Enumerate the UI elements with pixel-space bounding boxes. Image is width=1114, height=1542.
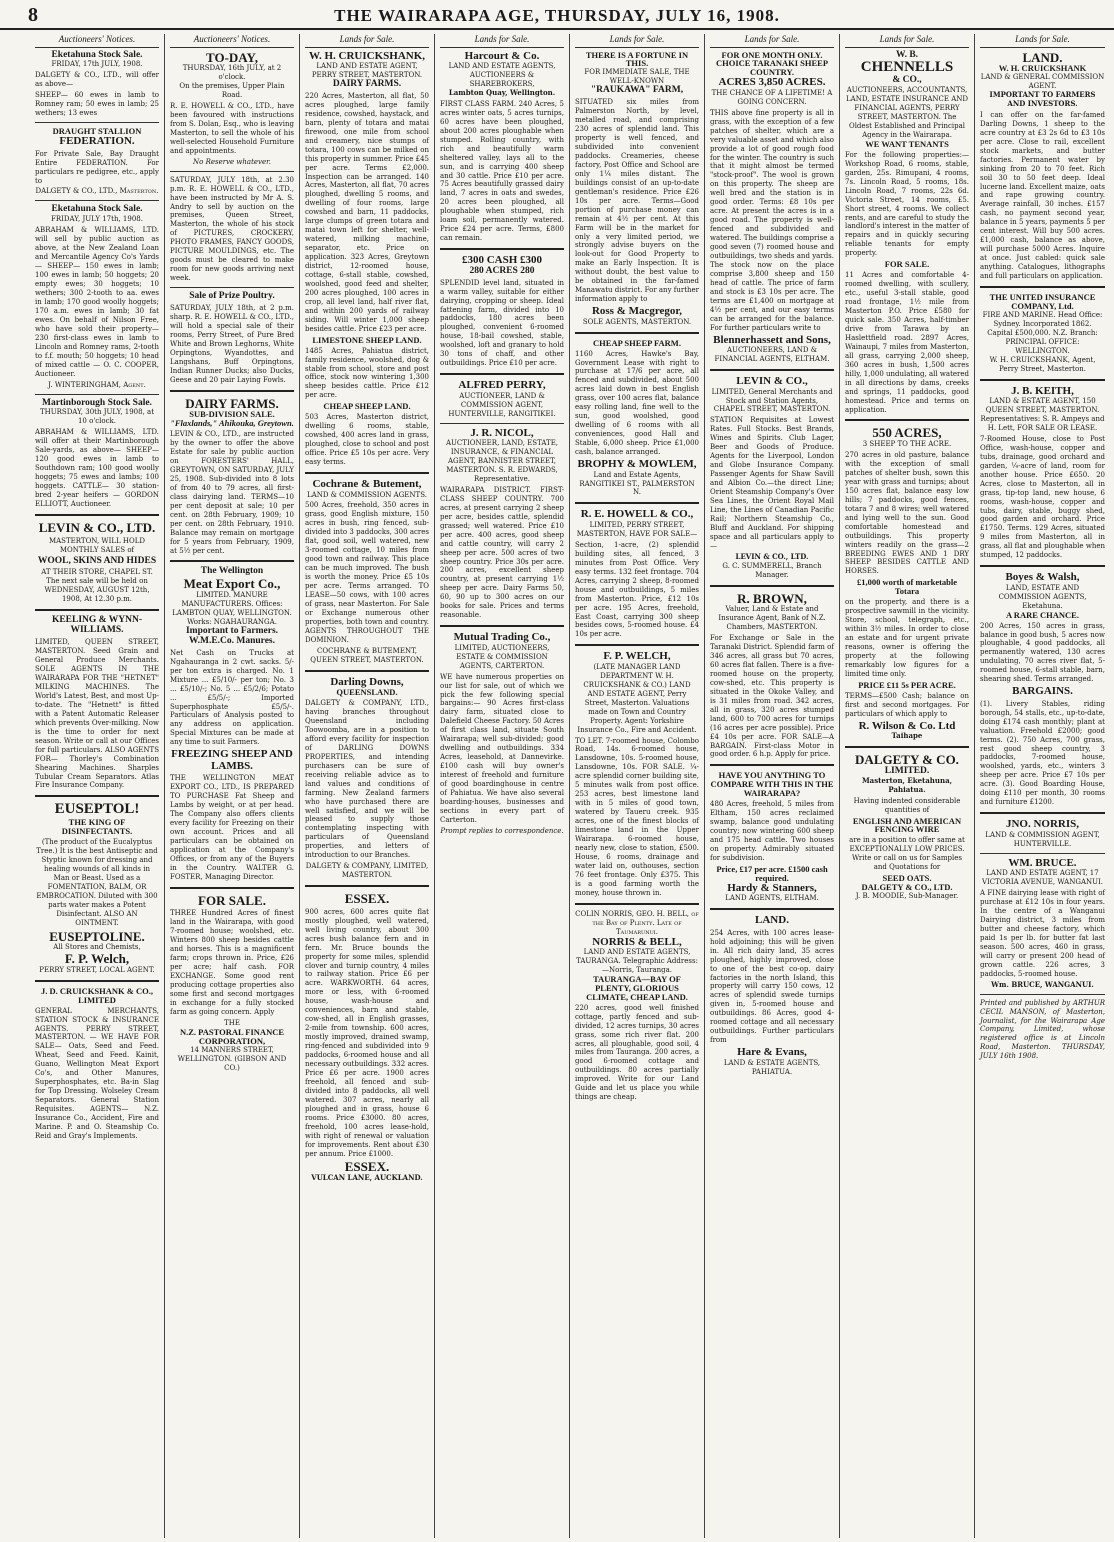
ad-text: (1). Livery Stables, riding borough, 54 stalls, etc., up-to-date, doing £174 cash monthly; plant at valuation. Freehold £2000; good terms. (2). 750 Acres, 700 grass, rest good sheep country, 3 paddocks, 7-roomed house, woolshed, yards, etc., winters 3 sheep per acre. Price £7 10s per acre. (3). Good Boarding House, doing £110 per month, 30 rooms and furniture £1200.: [980, 699, 1105, 807]
ad-heading: CHEAP SHEEP FARM.: [593, 337, 681, 348]
ad-heading: ALFRED PERRY,: [458, 379, 546, 392]
ad-text: DALGETY & COMPANY, LTD., having branches throughout Queensland including Toowoomba, are in a position to afford every facility for inspection of DARLING DOWNS PROPERTIES, and intending purchasers can be sure of receiving reliable advice as to land values and conditions of farming. New Zealand farmers who have purchased there are well satisfied, and we will be pleased to supply those contemplating inspecting with particulars of Queensland properties, and letters of introduction to our Branches.: [305, 699, 429, 860]
ad-heading: J. R. NICOL,: [470, 426, 534, 439]
ad-text: 220 acres, good well finished cottage, partly fenced and sub-divided, 12 acres turnips, 30 acres grass, some rich river flat. 200 acres, all ploughable, good soil, 4 miles from Tauranga. 200 acres, a good 6-roomed cottage and outbuildings. 80 acres partially improved. Write for our Land Guide and let us place you while things are cheap.: [575, 1003, 699, 1102]
ad-text: Section, 1-acre, (2) splendid building sites, all fenced, 3 minutes from Post Office. Very easy terms. 132 feet frontage. 704 Acres, carrying 2 sheep, 8-roomed house and outbuildings, 5 miles from Masterton. Price, £12 10s per acre. 195 Acres, freehold, East Coast, carrying 300 sheep besides cows, 5-roomed house. £4 10s per acre.: [575, 540, 699, 639]
ad-heading: FOR ONE MONTH ONLY.: [721, 49, 823, 60]
ad-text: LAND & COMMISSION AGENT, HUNTERVILLE.: [985, 830, 1100, 848]
ad-heading: Eketahuna Stock Sale.: [51, 49, 143, 60]
ad-text: AT THEIR STORE, CHAPEL ST. The next sale will be held on WEDNESDAY, AUGUST 12th, 1908, At 12.30 p.m.: [41, 568, 153, 604]
ad-heading: Mutual Trading Co.,: [453, 631, 551, 644]
ad-heading: J. B. KEITH,: [1011, 384, 1074, 397]
ad-signature: J. WINTERINGHAM, Agent.: [48, 380, 146, 389]
ad-heading: Hare & Evans,: [737, 1046, 807, 1059]
ad-heading: R. E. HOWELL & CO.,: [580, 508, 694, 521]
ad-heading: BARGAINS.: [1012, 685, 1073, 698]
ad-heading: SEED OATS.: [882, 873, 932, 884]
ad-text: SITUATED six miles from Palmerston North, by level, metalled road, and comprising 230 acres of splendid land. This property is well fenced, and subdivided into convenient paddocks. Creameries, cheese factory, Post Office and School are only 1¼ miles distant. The buildings consist of an up-to-date gentleman's residence. Price £26 10s per acre. Terms—Good portion of purchase money can remain at 4½ per cent. At this Farm will be in the market for only a very limited period, we strongly advise buyers on the look-out for Good Property to make an Early Inspection. It is without doubt, the best value to be obtained in the far-famed Manawatu district. For any further information apply to: [575, 98, 700, 304]
ad-heading: HAVE YOU ANYTHING TO COMPARE WITH THIS IN THE WAIRARAPA?: [710, 770, 834, 799]
ad-text: 500 Acres, freehold, 350 acres in grass, good English mixture, 150 acres in bush, ring fenced, sub-divided into 3 paddocks, 300 acres flat, good soil, well watered, new 3-roomed cottage, 10 miles from good town and railway. This place can be much improved. The bush is worth the money. Price £5 10s per acre. Terms arranged. TO LEASE—50 cows, with 100 acres of grass, near Masterton. For Sale or Exchange numerous other properties, both town and country. AGENTS THROUGHOUT THE DOMINION.: [305, 501, 429, 644]
page-number: 8: [28, 4, 38, 26]
column-header: Lands for Sale.: [440, 34, 564, 48]
ad-heading: Important to Farmers.: [185, 625, 279, 636]
ad-subheading: THE KING OF DISINFECTANTS.: [61, 817, 133, 837]
ad-heading: LAND.: [755, 914, 789, 927]
ad-heading: J. D. CRUICKSHANK & CO., LIMITED: [41, 985, 153, 1005]
ad-text: (The product of the Eucalyptus Tree.) It is the best Antiseptic and Styptic known for dressing and healing wounds of all kinds in Man or Beast. Used as a FOMENTATION, BALM, OR EMBROCATION. Diluted with 300 parts water makes a Potent Disinfectant. ALSO AN OINTMENT.: [36, 838, 158, 927]
ad-heading: ESSEX.: [344, 1159, 390, 1175]
ad-heading: Martinborough Stock Sale.: [42, 397, 152, 408]
ad-text: ABRAHAM & WILLIAMS, LTD. will sell by public auction as above, at the New Zealand Loan and Mercantile Agency Co's Yards— SHEEP— 150 ewes in lamb; 100 ewes in lamb; 50 hoggets; 20 empty ewes; 30 hoggets; 10 wethers; 300 2-tooth to aa. ewes in lamb; 170 good woolly hoggets; 170 a.m. ewes in lamb; 30 fat ewes. On behalf of Nilson Free, who have sold their property— 230 first-class ewes in lamb to Lincoln and Romney rams, 2-tooth to f.f. mouth; 50 hoggets; 10 head of mixed cattle — O. C. COOPER, Auctioneer.: [35, 226, 159, 378]
ad-text: SATURDAY, JULY 18th, at 2.30 p.m. R. E. HOWELL & CO., LTD., have been instructed by Mr A. S. Andry to sell by auction on the premises, Queen Street, Masterton, the whole of his stock of PICTURES, CROCKERY, PHOTO FRAMES, FANCY GOODS, PICTURE MOULDINGS, etc. The goods must be cleared to make room for new goods arriving next week.: [170, 175, 294, 283]
ad-heading: CHENNELLS: [860, 59, 954, 76]
column-header: Auctioneers' Notices.: [35, 34, 159, 48]
ad-text: 7-Roomed House, close to Post Office, wash-house, copper and tubs, drainage, good orchard and garden, ¼-acre of land, room for another house. Price £650. 20 Acres, close to Masterton, all in grass, tip-top land, new house, 6 rooms, wash-house, copper and tubs, dairy, stable, buggy shed, good garden and orchard. Price £1750. Terms. 129 Acres, situated 9 miles from Masterton, all in grass, all flat and ploughable when stumped, 12 paddocks.: [980, 434, 1105, 560]
ad-text: WE have numerous properties on our list for sale, out of which we pick the few following special bargains:— 90 Acres first-class dairy farm, situated close to Dalefield Cheese Factory. 50 Acres of first class land, situate South Wairarapa; well sub-divided; good dwelling and outbuildings. 334 Acres, leasehold, at Dannevirke. £100 cash will buy owner's interest of freehold and furniture of good boardinghouse in centre of Pahiatua. We have also several boarding-houses, businesses and sections in every part of Carterton.: [440, 672, 564, 824]
ad-heading: £1,000 worth of marketable Totara: [856, 577, 958, 597]
ad-text: LAND AND ESTATE AGENT, PERRY STREET, MASTERTON.: [311, 62, 423, 80]
columns: [30, 34, 1110, 1538]
ad-text: Valuer, Land & Estate and Insurance Agent, Bank of N.Z. Chambers, MASTERTON.: [718, 605, 826, 632]
ad-text: 14 MANNERS STREET, WELLINGTON. (GIBSON AND CO.): [177, 1045, 287, 1072]
ad-text: THE CHANCE OF A LIFETIME! A GOING CONCERN.: [711, 88, 833, 106]
ad-date: FRIDAY, 17th JULY, 1908.: [51, 60, 143, 69]
ad-heading: ENGLISH AND AMERICAN FENCING WIRE: [852, 815, 962, 835]
ad-text: THE: [224, 1018, 240, 1027]
ad-text: No Reserve whatever.: [193, 157, 271, 166]
ad-text: I can offer on the far-famed Darling Downs, 1 sheep to the acre country at £3 2s 6d to £3 10s per acre. Close to rail, excellent stock markets, and butter factories. Permanent water by sinking from 20 to 70 feet. Rich soil 30 to 50 feet deep. Ideal lucerne land. Excellent maize, oats and rape growing country. Average rainfall, 30 inches. £157 cash, no payment second year, balance in 5 years, payments 5 per cent interest. Will buy 500 acres. £1,000 cash, balance as above, will purchase 5000 Acres. Inquire at once. Just cabled: quick sale anything. Catalogues, lithographs and full particulars on application.: [980, 110, 1105, 281]
newspaper-title: THE WAIRARAPA AGE, THURSDAY, JULY 16, 1908.: [334, 6, 780, 25]
ad-heading: The Wellington: [200, 566, 264, 577]
ad-text: FIRST CLASS FARM. 240 Acres, 5 acres winter oats, 5 acres turnips, 60 acres have been ploughed, about 200 acres ploughable when stumped. Rolling country, with rich and beautifully warm sheltered valley, lays all to the sun, and is carrying 400 sheep and 30 cattle. Price £10 per acre. 75 Acres beautifully grassed dairy land, 7 acres in oats and swedes, 20 acres been ploughed, all ploughable when stumped, rich loam soil, permanently watered. Price £24 per acre. Terms, £800 can remain.: [440, 99, 564, 243]
ad-text: TO LET. 7-roomed house, Colombo Road, 14s. 6-roomed house, Lansdowne, 10s. 5-roomed house, Lansdowne, 10s. FOR SALE. ¼-acre splendid corner building site, 5 minutes walk from post office. 253 acres, best limestone land with in 5 miles of good town, watered by Taueru creek. 935 acres, one of the finest blocks of limestone land in the Upper Wairarapa. 6-roomed house, nearly new, close to station, £500. House, 6 rooms, drainage and water laid on, outhouses, section 76 feet frontage. Only £375. This is a good farming worth the money, house thrown in.: [575, 736, 699, 897]
ad-text: Land and Estate Agents, RANGITIKEI ST., PALMERSTON N.: [579, 470, 695, 497]
ad-text: WAIRARAPA DISTRICT. FIRST-CLASS SHEEP COUNTRY. 700 acres, at present carrying 2 sheep per acre, besides cattle, splendid grassed; well watered. Price £10 per acre. 400 acres, good sheep and cattle country, will carry 2 sheep per acre. 500 acres of two sheep country. Price 30s per acre. 200 acres, excellent sheep country, at present carrying 1½ sheep per acre. Dairy Farms 50, 60, 90 up to 300 acres on our books for sale. Prices and terms reasonable.: [440, 485, 564, 620]
ad-subheading: QUEENSLAND.: [336, 687, 398, 698]
ad-text: Taihape: [891, 731, 923, 741]
ad-heading: FREEZING SHEEP AND LAMBS.: [171, 748, 293, 772]
ad-date: FRIDAY, JULY 17th, 1908.: [51, 215, 143, 224]
ad-heading: N.Z. PASTORAL FINANCE CORPORATION,: [179, 1026, 285, 1046]
ad-heading: Blennerhassett and Sons,: [713, 333, 831, 346]
ad-text: 3 SHEEP TO THE ACRE.: [862, 440, 952, 449]
ad-text: ABRAHAM & WILLIAMS, LTD. will offer at their Martinborough Sale-yards, as above— SHEEP— 120 good ewes in lamb to Southdown ram; 100 good woolly hoggets; 75 ewes and lambs; 100 hoggets. CATTLE— 30 station-bred 2-year heifers — GORDON ELLIOTT, Auctioneer.: [35, 428, 159, 509]
ad-heading: LEVIN & CO.,: [736, 375, 808, 388]
ad-text: LAND & ESTATE AGENTS, PAHIATUA.: [723, 1058, 821, 1076]
ad-heading: KEELING & WYNN-WILLIAMS.: [51, 615, 143, 636]
ad-text: AUCTIONEER, LAND, ESTATE, INSURANCE, & FINANCIAL AGENT, BANNISTER STREET, MASTERTON. S. R. EDWARDS, Representative.: [445, 439, 559, 483]
ad-heading: DRAUGHT STALLION: [52, 126, 142, 137]
ad-text: TERMS—£500 Cash; balance on first and second mortgages. For particulars of which apply to: [845, 691, 969, 718]
ad-signature: DALGETY & CO., LTD., Masterton.: [35, 187, 159, 196]
ad-text: 1485 Acres, Pahiatua district, family residence, woolshed, dog & stable from school, store and post office, stock now wintering 1,300 sheep besides cattle. Price £12 per acre.: [305, 346, 429, 400]
ad-text: LAND, ESTATE AND COMMISSION AGENTS, Eketahuna.: [998, 583, 1087, 610]
ad-text: 270 acres in old pasture, balance with the exception of small patches of shelter bush, sown this year with grass and turnips; about 150 acres flat, balance easy low hills; 7 paddocks, good fences, totara 7 and 8 wires; well watered and lying well to the sun. Good comfortable homestead and outbuildings. This property winters readily on the grass—2 BREEDING EWES AND 1 DRY SHEEP BESIDES CATTLE AND HORSES.: [845, 451, 969, 576]
ad-signature: G. C. SUMMERELL, Branch Manager.: [722, 561, 822, 579]
ad-heading: LAND.: [1022, 49, 1063, 65]
ad-text: SPLENDID level land, situated in a warm valley, suitable for either dairying, cropping or sheep. Ideal fattening farm, divided into 10 paddocks, 180 acres been ploughed, convenient 6-roomed house, 18-bail cowshed, stable, woolshed, loft and granary to hold 30 tons of chaff, and other outbuildings. Price £10 per acre.: [440, 278, 564, 368]
ad-text: LAND AND ESTATE AGENTS, AUCTIONEERS & SHAREBROKERS,: [448, 62, 556, 88]
ad-heading: 280 ACRES 280: [469, 265, 535, 276]
ad-heading: & CO.,: [892, 75, 922, 86]
ad-text: Lambton Quay, Wellington.: [448, 87, 556, 97]
column-1: [30, 34, 165, 1538]
ad-signature: J. B. MOODIE, Sub-Manager.: [855, 892, 959, 901]
ad-heading: Darling Downs,: [330, 675, 404, 688]
ad-text: 480 Acres, freehold, 5 miles from Eltham, 150 acres reclaimed swamp, balance good undulating country; now wintering 600 sheep and 175 head cattle. Two houses on property. Admirably situated for subdivision.: [710, 800, 834, 862]
ad-text: THREE Hundred Acres of finest land in the Wairarapa, with good 7-roomed house; woolshed, etc. Winters 800 sheep besides cattle and horses. This is a magnificent farm; crops thrown in. Price, £26 per acre; half cash. FOR EXCHANGE. Some good rent producing cottage properties also some first and second mortgages in exchange for a fully stocked farm as going concern. Apply: [170, 909, 294, 1016]
ad-date: THURSDAY, 30th JULY, 1908, at 10 o'clock.: [39, 408, 155, 426]
ad-text: GENERAL MERCHANTS, STATION STOCK & INSURANCE AGENTS. PERRY STREET, MASTERTON. — WE HAVE FOR SALE— Oats, Seed and Feed. Wheat, Seed and Feed. Kainit, Guano, Wellington Meat Export Co's, and Other Manures, Superphosphates, etc. Ba-in Slag for Top Dressing. Wolseley Cream Separators. General Station Requisites. AGENTS— N.Z. Insurance Co., Accident, Fire and Marine. P. and O. Steamship Co. Reid and Gray's Implements.: [35, 1006, 159, 1140]
ad-text: Masterton, Eketahuna, Pahiatua.: [861, 775, 953, 794]
ad-heading: "RAUKAWA" FARM,: [590, 85, 684, 96]
ad-text: AUCTIONEERS, ACCOUNTANTS, LAND, ESTATE INSURANCE AND FINANCIAL AGENTS, PERRY STREET, MASTERTON. The Oldest Established and Principal Agency in the Wairarapa.: [845, 86, 969, 139]
ad-text: on the property, and there is a prospective sawmill in the vicinity. Store, school, telegraph, etc., within 3½ miles. In order to close an estate and for urgent private reasons, owner is offering the property at the following remarkably low figures for a limited time only.: [845, 598, 969, 678]
ad-heading: A RARE CHANCE.: [1006, 609, 1079, 620]
ad-heading: NORRIS & BELL,: [592, 935, 682, 948]
column-header: Lands for Sale.: [575, 34, 699, 48]
column-5: [570, 34, 705, 1538]
ad-heading: Hardy & Stanners,: [727, 881, 817, 894]
ad-heading: R. Wilson & Co. Ltd: [858, 719, 956, 732]
ad-signature: COCHRANE & BUTEMENT, QUEEN STREET, MASTERTON.: [310, 646, 424, 664]
ad-text: Having indented considerable quantities of: [853, 796, 961, 814]
ad-date: THURSDAY, 16th JULY, at 2 o'clock.: [182, 64, 282, 82]
ad-text: For the following properties:— Workshop Road, 6 rooms, stable, garden, 25s. Rimupani, 4 rooms, 7s. Lincoln Road, 5 rooms, 18s. Lincoln Road, 7 rooms, 22s 6d. Victoria Street, 14 rooms, £5. Short street, 4 rooms. We collect rents, and are careful to study the landlord's interest in the matter of repairs and in quickly securing reliable tenants for empty property.: [845, 150, 969, 258]
ad-text: are in a position to offer same at EXCEPTIONALLY LOW PRICES. Write or call on us for Samples and Quotations for: [849, 836, 965, 872]
ad-heading: BROPHY & MOWLEM,: [577, 458, 697, 471]
ad-text: SOLE AGENTS, MASTERTON.: [582, 317, 692, 326]
ad-heading: LIMESTONE SHEEP LAND.: [312, 334, 422, 345]
ad-heading: Cochrane & Butement,: [312, 477, 422, 490]
masthead: [0, 0, 1114, 30]
ad-text: SATURDAY, JULY 18th, at 2 p.m. sharp. R. E. HOWELL & CO., LTD., will hold a special sale of their rooms, Perry Street, of Pure Bred White and Brown Leghorns, White Orpingtons, Wyandottes, and Langshans, Buff Orpingtons, Indian Runner Ducks; also Ducks, Geese and 20 pair Laying Fowls.: [170, 304, 294, 384]
column-4: [435, 34, 570, 1538]
ad-text: 254 Acres, with 100 acres lease-hold adjoining; this will be given in. All rich dairy land, 35 acres ploughed, highly improved, close to one of the best co-op. dairy factories in the north Island, this property will carry 150 cows, 12 acres of splendid swede turnips given in, 5-roomed house and outbuildings. 86 Acres, good 4-roomed cottage and all necessary outbuildings. Further particulars from: [710, 928, 834, 1045]
ad-heading: FOR SALE.: [198, 892, 266, 908]
ad-heading: EUSEPTOLINE.: [49, 928, 145, 944]
ad-signature: LEVIN & CO., LTD.: [735, 551, 809, 561]
ad-heading: WE WANT TENANTS: [865, 138, 949, 149]
ad-heading: Eketahuna Stock Sale.: [51, 204, 143, 215]
ad-text: PERRY STREET, LOCAL AGENT.: [39, 965, 155, 974]
ad-heading: ESSEX.: [344, 891, 390, 907]
ad-text: STATION Requisites at Lowest Rates. Full Stocks. Best Brands, Wines and Spirits. Club Lager, Beer and Goods of Produce. Agents for the Liverpool, London and Globe Insurance Company. Passenger Agents for Shaw Savill and Albion Co.—the direct Line; Orient Steamship Company's Over Sea Lines, the Orient Royal Mail Line, the Lines of Canadian Pacific Rail; Northern Steamship Co., Bluff and Auckland. For shipping space and all particulars apply to—: [710, 416, 834, 550]
ad-text: 1160 Acres, Hawke's Bay, Government Lease with right to purchase at 17/6 per acre, all fenced and subdivided, about 500 acres laid down in best English grass, over 100 acres flat, balance easy rolling land, fine well to the sun, good woolshed, good dwelling of 6 rooms with all conveniences, good Hall and Stable, 6,000 sheep. Price £1,000 cash, balance arranged.: [575, 349, 699, 457]
ad-text: LIMITED, AUCTIONEERS, ESTATE & COMMISSION AGENTS, CARTERTON.: [454, 643, 550, 670]
ad-text: LAND AGENTS, ELTHAM.: [725, 894, 819, 903]
ad-heading: F. P. Welch,: [64, 951, 130, 967]
ad-text: LIMITED, General Merchants and Stock and Station Agents, CHAPEL STREET, MASTERTON.: [711, 387, 833, 414]
ad-heading: £300 CASH £300: [461, 254, 543, 267]
ad-text: LIMITED, PERRY STREET, MASTERTON, HAVE FOR SALE—: [576, 520, 698, 538]
ad-text: All Stores and Chemists,: [53, 943, 141, 952]
ad-heading: DALGETY & CO., LTD.: [861, 882, 953, 893]
ad-text: For Exchange or Sale in the Taranaki District. Splendid farm of 346 acres, all grass but 70 acres, 60 acres flat fallen. There is a five-roomed house on the property, cow-shed, etc. This property is situated in the Okoke Valley, and is 31 miles from road. 342 acres, all in grass, 320 acres stumped land, 600 to 700 acres for turnips (16 acres per acre possible). Price £4 10s per acre. FOR SALE—A BARGAIN. First-class Motor in good order. 6 h.p. Apply for price.: [710, 634, 834, 759]
column-header: Lands for Sale.: [710, 34, 834, 48]
column-8: [975, 34, 1110, 1538]
ad-text: COLIN NORRIS, GEO. H. BELL, of the Bay of Plenty. Late of Taumarunui.: [575, 909, 699, 936]
ad-text: A FINE dairying lease with right of purchase at £12 10s in four years. In the centre of a Wanganui Dairying district, 3 miles from butter and cheese factory, which paid 1s per lb. for butter fat last season. 500 acres, 460 in grass, will carry or present 200 head of grown cattle. 226 acres, 3 paddocks, 5-roomed house.: [980, 889, 1105, 978]
ad-text: Net Cash on Trucks at Ngahauranga in 2 cwt. sacks. 5/- per ton extra is charged. No. 1 Mixture ... £5/10/- per ton; No. 3 ... £5/10/-; No. 5 ... £5/2/6; Potato ... £5/5/-; Imported Superphosphate £5/5/-. Particulars of Analysis posted to any address on application. Special Mixtures can be made at any time to suit Farmers.: [170, 648, 294, 747]
ad-heading: Meat Export Co.,: [183, 576, 281, 592]
ad-heading: LIMITED.: [884, 765, 930, 776]
ad-text: AUCTIONEER, LAND & COMMISSION AGENT, HUNTERVILLE, RANGITIKEI.: [448, 391, 556, 418]
ad-signature: Wm. BRUCE, WANGANUI.: [991, 979, 1094, 989]
ad-heading: R. BROWN,: [737, 590, 807, 606]
ad-text: THE WELLINGTON MEAT EXPORT CO., LTD., IS PREPARED TO PURCHASE Fat Sheep and Lambs by weight, or at per head. The Company also offers clients every facility for Freezing on their own account. Prices and all particulars can be obtained on application at the Company's Offices, or from any of the Buyers in the Country. WALTER G. FOSTER, Managing Director.: [170, 774, 294, 881]
ad-text: For Private Sale, Bay Draught Entire FEDERATION. For particulars re pedigree, etc., apply to: [35, 149, 159, 185]
ad-text: Prompt replies to correspondence.: [440, 826, 564, 835]
column-header: Lands for Sale.: [980, 34, 1105, 48]
ad-heading: WOOL, SKINS AND HIDES: [37, 555, 157, 566]
ad-text: VULCAN LANE, AUCKLAND.: [311, 1173, 423, 1183]
ad-text: 200 Acres, 150 acres in grass, balance in good bush, 5 acres now ploughable, 4 good paddocks, all permanently watered, 130 acres undulating, 70 acres river flat, 5-roomed house, 6-stall stable, barn, shearing shed. Terms arranged.: [980, 621, 1105, 684]
ad-heading: Harcourt & Co.: [464, 49, 540, 62]
column-header: Auctioneers' Notices.: [170, 34, 294, 48]
ad-heading: LEVIN & CO., LTD.: [38, 519, 156, 535]
ad-signature: W. H. CRUICKSHANK, Agent, Perry Street, Masterton.: [989, 355, 1096, 373]
column-2: [165, 34, 300, 1538]
ad-text: IMPORTANT TO FARMERS AND INVESTORS.: [989, 89, 1096, 108]
ad-text: SHEEP— 60 ewes in lamb to Romney ram; 50 ewes in lamb; 25 wethers; 13 ewes: [35, 91, 159, 118]
ad-signature: DALGETY & COMPANY, LIMITED, MASTERTON.: [305, 862, 429, 880]
column-header: Lands for Sale.: [305, 34, 429, 48]
ad-text: FOR IMMEDIATE SALE, THE WELL-KNOWN: [584, 68, 690, 86]
ad-text: LEVIN & CO., LTD., are instructed by the owner to offer the above Estate for sale by public auction on FORESTERS' HALL, GREYTOWN, ON SATURDAY, JULY 25, 1908. Sub-divided into 8 lots of from 40 to 79 acres, all first-class dairying land. TERMS—10 per cent deposit at sale; 10 per cent. on 28th February, 1909; 10 per cent. on 28th February, 1910. Balance may remain on mortgage for 5 years from February, 1909, at 5½ per cent.: [170, 430, 294, 555]
ad-text: On the premises, Upper Plain Road.: [179, 82, 285, 100]
ad-heading: PRICE £11 5s PER ACRE.: [858, 679, 956, 690]
column-header: Lands for Sale.: [845, 34, 969, 48]
ad-heading: CHEAP SHEEP LAND.: [323, 401, 411, 412]
ad-text: LAND & GENERAL COMMISSION AGENT.: [980, 73, 1105, 91]
ad-heading: F. P. WELCH,: [603, 650, 671, 663]
column-6: [705, 34, 840, 1538]
ad-heading: EUSEPTOL!: [54, 801, 140, 818]
ad-text: THIS above fine property is all in grass, with the exception of a few patches of shelter, which are a very valuable asset and which also provide a lot of good rough food for the winter. The country is such that it might almost be termed "stock-proof". The wool is grown on this property. The sheep are well bred and the station is in good order. Terms: £8 10s per acre. At present the acres is in a good road. The property is well-fenced and subdivided and watered. The buildings comprise a good seven (7) roomed house and outbuildings, two sheds and yards. The stock now on the place comprise 3,800 sheep and 150 head of cattle. The price of farm and stock is £3 10s per acre. The terms are £1,400 on mortgage at 4½ per cent, and our easy terms can be arranged for the balance. For further particulars write to: [710, 108, 834, 332]
ad-heading: THE UNITED INSURANCE COMPANY, Ltd.: [989, 292, 1096, 311]
ad-text: (LATE MANAGER LAND DEPARTMENT W. H. CRUICKSHANK & CO.) LAND AND ESTATE AGENT, Perry Street, Masterton. Valuations made on Town and Country Property. Agent: Yorkshire Insurance Co., Fire and Accident.: [577, 662, 697, 734]
ad-heading: W. B.: [895, 49, 919, 60]
ad-text: 503 Acres, Masterton district, dwelling 6 rooms, stable, cowshed, 400 acres land in grass, ploughed, close to school and post office. Price £5 10s per acre. Very easy terms.: [305, 413, 429, 466]
ad-heading: Price, £17 per acre. £1500 cash required.: [716, 863, 828, 883]
ad-heading: THERE IS A FORTUNE IN THIS.: [585, 49, 689, 69]
ad-subheading: "Flaxlands," Ahikouka, Greytown.: [170, 418, 294, 429]
ad-heading: TAURANGA—BAY OF PLENTY, GLORIOUS CLIMATE, CHEAP LAND.: [586, 973, 688, 1002]
ad-text: AUCTIONEERS, LAND & FINANCIAL AGENTS, ELTHAM.: [714, 346, 830, 364]
ad-text: 900 acres, 600 acres quite flat mostly ploughed, well watered, well living country, about 300 acres bush balance fern and in fern. Mr. Bruce bounds the property for some miles, splendid clover and turnip country, 4 miles to railway station. Price £6 per acre. WARKWORTH. 64 acres, more or less, with 6-roomed house, wash-house and conveniences, barn and stable, cow-shed, all in English grasses, 2-mile from township. 600 acres, mostly improved, drained swamp, ring-fenced and subdivided into 9 paddocks, 6-roomed house and all necessary outbuildings. 332 acres. Price £6 per acre. 1900 acres freehold, all fenced and sub-divided into 8 paddocks, all well watered. 307 acres, nearly all ploughed and in grass, house 6 rooms. Price £3000. 80 acres, freehold, 100 acres lease-hold, with right of renewal or valuation for improvements. Rent about £30 per annum. Price £1000.: [305, 907, 429, 1158]
ad-heading: JNO. NORRIS,: [1005, 818, 1080, 831]
column-7: [840, 34, 975, 1538]
ad-text: FIRE AND MARINE. Head Office: Sydney. Incorporated 1862. Capital £500,000. N.Z. Branch: PRINCIPAL OFFICE: WELLINGTON.: [982, 310, 1103, 355]
ad-heading: Sale of Prize Poultry.: [189, 291, 275, 302]
ad-heading: FEDERATION.: [59, 135, 135, 148]
ad-subheading: SUB-DIVISION SALE.: [189, 409, 275, 420]
ad-heading: CHOICE TARANAKI SHEEP COUNTRY.: [715, 58, 829, 78]
ad-text: 220 Acres, Masterton, all flat, 50 acres ploughed, large family residence, cowshed, haystack, and barn, plenty of totara and matai firewood, one mile from school and creamery, nice stumps of totara, 100 cows can be milked on this property in summer. Price £45 per acre. Terms £2,000. Inspection can be arranged. 140 Acres, Masterton, all flat, 70 acres ploughed, dwelling 5 rooms, and dwelling of four rooms, large cowshed and barn, 11 paddocks, large clumps of green totara and matai town left for shelter, well-watered, milking machine, separator, etc. Price on application. 323 Acres, Greytown district, 12-roomed house, cottage, 6-stall stable, cowshed, woolshed, good feed and shelter, 200 acres ploughed, 100 acres in crop, all level land, half river flat, and within 200 yards of railway siding. Will winter 1,000 sheep besides cattle. Price £23 per acre.: [305, 91, 429, 333]
ad-heading: DALGETY & CO.: [855, 752, 959, 768]
ad-heading: WM. BRUCE.: [1008, 856, 1077, 869]
ad-text: LIMITED, QUEEN STREET, MASTERTON. Seed Grain and General Produce Merchants. SOLE AGENTS IN THE WAIRARAPA FOR THE "HETNET" MILKING MACHINES. The World's Latest, Best, and most Up-to-date. The "Hetnett" is fitted with a Patent Automatic Releaser which prevents Over-milking. Now is the time to order for next season. Write or call at our Offices for full particulars. ALSO AGENTS FOR— Thorley's Combination Shearing Machines. Sharples Tubular Cream Separators. Atlas Fire Insurance Company.: [35, 638, 159, 790]
ad-text: LAND AND ESTATE AGENT, 17 VICTORIA AVENUE, WANGANUI.: [981, 869, 1104, 887]
ad-heading: ACRES 3,850 ACRES.: [718, 76, 826, 89]
ad-heading: DAIRY FARMS.: [185, 395, 279, 411]
ad-heading: W.M.E.Co. Manures.: [188, 635, 276, 646]
imprint: Printed and published by ARTHUR CECIL MANSON, of Masterton, Journalist, for the Wairarapa Age Company, Limited, whose registered office is at Lincoln Road, Masterton. THURSDAY, JULY 16th 1908.: [980, 998, 1105, 1061]
ad-heading: DAIRY FARMS.: [332, 78, 402, 89]
ad-text: LAND & COMMISSION AGENTS.: [307, 490, 427, 499]
ad-text: R. E. HOWELL & CO., LTD., have been favoured with instructions from S. Dolan, Esq., who is leaving Masterton, to sell the whole of his well-selected Household Furniture and appointments.: [170, 101, 294, 155]
ad-text: LIMITED. MANURE MANUFACTURERS. Offices: LAMBTON QUAY, WELLINGTON. Works: NGAHAURANGA.: [172, 591, 292, 626]
ad-heading: Boyes & Walsh,: [1005, 571, 1080, 584]
ad-text: MASTERTON, WILL HOLD MONTHLY SALES of: [48, 536, 146, 554]
ad-text: LAND & ESTATE AGENT, 150 QUEEN STREET, MASTERTON. Representatives: S. R. Ampeys and H. Lett, FOR SALE OR LEASE.: [980, 397, 1105, 432]
ad-heading: 550 ACRES,: [872, 425, 942, 441]
ad-text: LAND AND ESTATE AGENTS, TAURANGA. Telegraphic Address:—Norris, Tauranga.: [576, 948, 698, 974]
ad-heading: TO-DAY,: [206, 49, 258, 65]
column-3: [300, 34, 435, 1538]
ad-heading: Ross & Macgregor,: [591, 305, 683, 318]
ad-heading: W. H. CRUICKSHANK,: [308, 49, 426, 62]
ad-heading: W. H. CRUICKSHANK: [998, 63, 1087, 74]
ad-text: 11 Acres and comfortable 4-roomed dwelling, with scullery, etc., useful 3-stall stable, good road frontage, 1½ mile from Masterton P.O. Price £580 for quick sale. 350 Acres, half-timber drive from Tarawa by an Haslettfield road. 2897 Acres, Wainaupi, 7 miles from Masterton, all grass, carrying 2,000 sheep, 360 acres in bush, 1,500 acres hilly, 1,000 undulating, all watered in all directions by dams, creeks and springs, 11 paddocks, good homestead. Price and terms on application.: [845, 271, 969, 414]
ad-text: DALGETY & CO., LTD., will offer as above—: [35, 71, 159, 89]
ad-heading: FOR SALE.: [884, 259, 930, 270]
